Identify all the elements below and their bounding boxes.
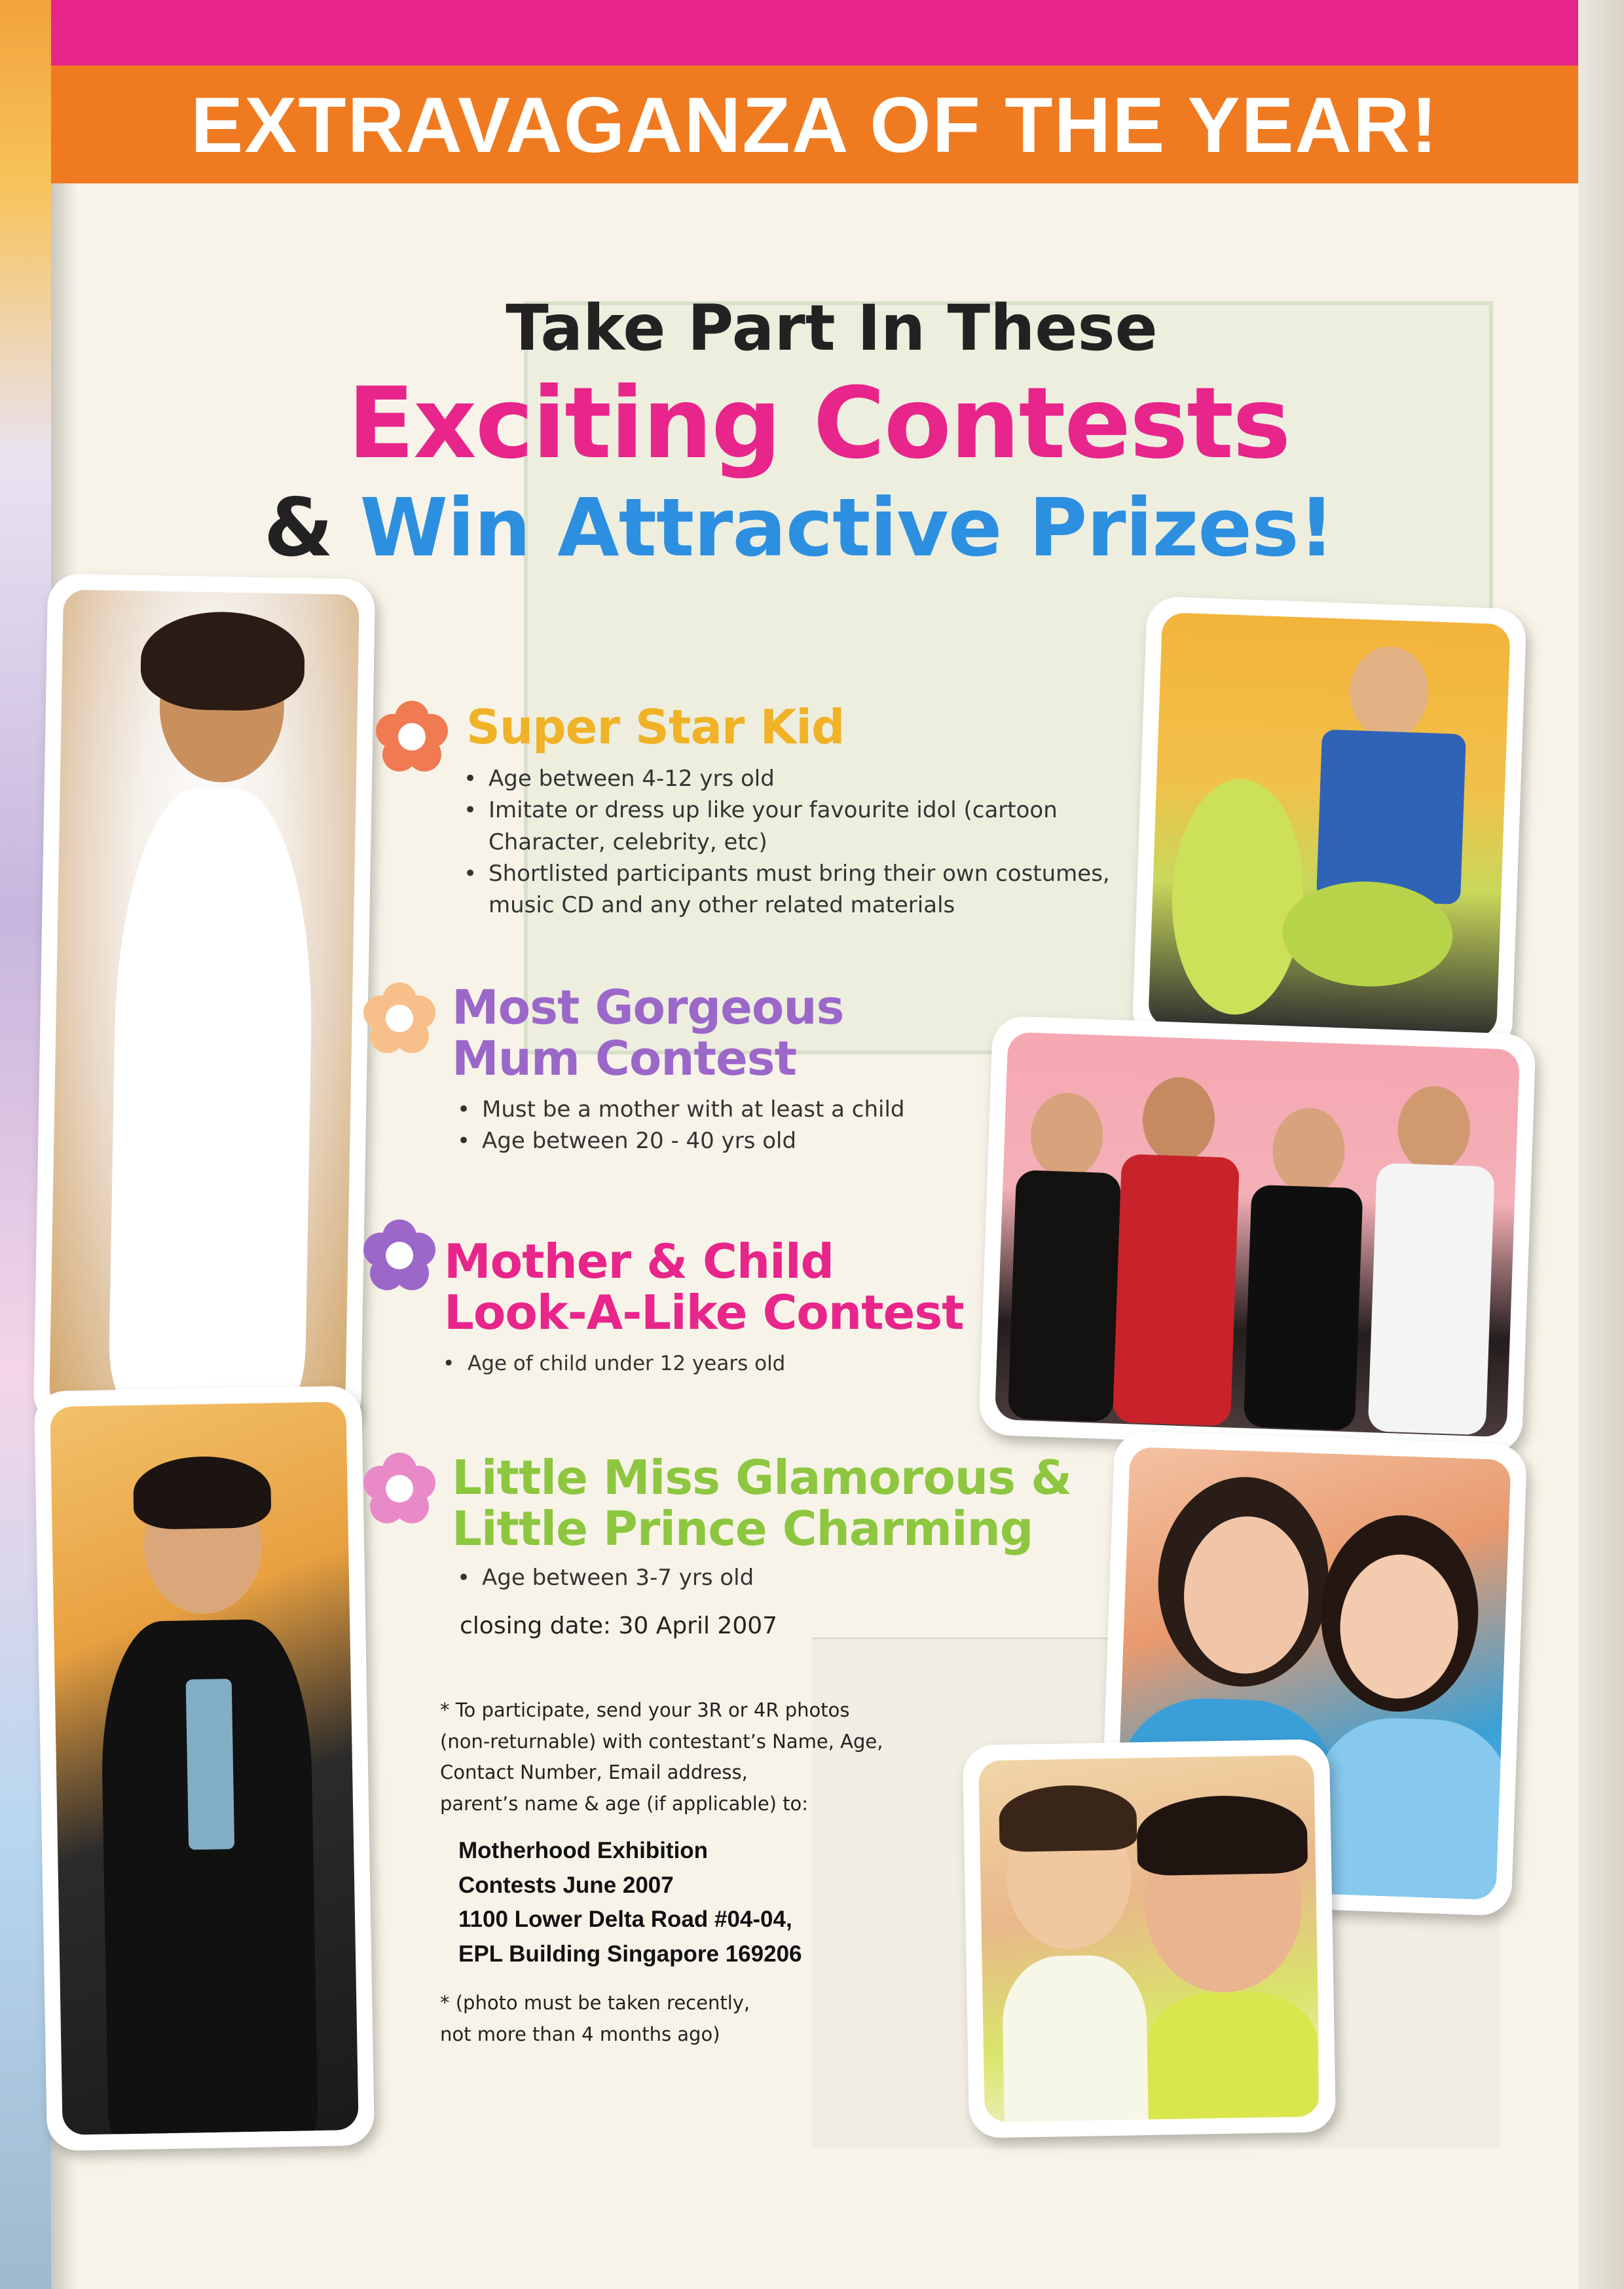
rule-item: • Age between 3-7 yrs old	[452, 1562, 1041, 1593]
photo-girl-princess	[33, 574, 376, 1431]
participation-instructions	[440, 1695, 977, 1819]
photo-mums-contest-winners	[978, 1016, 1536, 1454]
contest-rules-most-gorgeous-mum	[452, 1094, 1041, 1157]
headline-prizes: Win Attractive Prizes!	[360, 481, 1335, 574]
headline-line-1: Take Part In These	[506, 291, 1158, 365]
photo-boy-drummer-image	[1148, 612, 1511, 1038]
contest-title-line: Most Gorgeous	[452, 980, 844, 1035]
contest-title-line: Little Prince Charming	[452, 1500, 1033, 1556]
address-line: Motherhood Exhibition	[458, 1838, 709, 1863]
contest-title-super-star-kid: Super Star Kid	[466, 699, 845, 754]
flower-icon	[376, 701, 448, 773]
flower-icon	[363, 982, 435, 1054]
contest-title-most-gorgeous-mum	[452, 982, 843, 1085]
contest-title-line: Look-A-Like Contest	[444, 1284, 964, 1340]
photo-mother-and-toddler	[963, 1739, 1336, 2138]
rule-item: • Age between 4-12 yrs old	[458, 763, 1126, 794]
headline-ampersand: &	[263, 481, 333, 574]
photo-boy-with-trophy-image	[50, 1402, 358, 2135]
contest-title-line: Little Miss Glamorous &	[452, 1450, 1071, 1505]
note-line: * (photo must be taken recently,	[440, 1992, 750, 2014]
headline-line-3	[0, 481, 1611, 574]
flower-icon	[363, 1219, 435, 1292]
photo-mums-contest-winners-image	[995, 1032, 1520, 1438]
address-line: Contests June 2007	[458, 1872, 674, 1898]
banner-title: EXTRAVAGANZA OF THE YEAR!	[191, 81, 1439, 169]
instruction-line: Contact Number, Email address,	[440, 1761, 748, 1784]
closing-date: closing date: 30 April 2007	[460, 1612, 778, 1639]
flower-icon	[363, 1453, 435, 1525]
contest-rules-little-miss-prince	[452, 1562, 1041, 1593]
rule-item: • Age of child under 12 years old	[437, 1349, 1027, 1378]
instruction-line: (non-returnable) with contestant’s Name, Age,	[440, 1730, 883, 1753]
instruction-line: parent’s name & age (if applicable) to:	[440, 1792, 809, 1815]
instruction-line: * To participate, send your 3R or 4R photos	[440, 1699, 850, 1721]
address-line: EPL Building Singapore 169206	[458, 1941, 802, 1967]
photo-girl-princess-image	[49, 589, 360, 1415]
rule-item: • Imitate or dress up like your favourite idol (cartoon Character, celebrity, etc)	[458, 794, 1126, 858]
rule-item: • Must be a mother with at least a child	[452, 1094, 1041, 1125]
contest-title-line: Mother & Child	[444, 1234, 834, 1289]
photo-note	[440, 1988, 964, 2050]
mailing-address	[458, 1834, 969, 1971]
contest-rules-mother-child-look-a-like	[437, 1349, 1027, 1378]
contest-title-little-miss-prince	[452, 1450, 1071, 1556]
contest-rules-super-star-kid	[458, 763, 1126, 921]
address-line: 1100 Lower Delta Road #04-04,	[458, 1907, 792, 1932]
header-pink-band	[51, 0, 1578, 65]
header-orange-band	[51, 65, 1578, 183]
contest-title-line: Mum Contest	[452, 1030, 797, 1086]
photo-mother-and-toddler-image	[978, 1755, 1320, 2123]
photo-boy-drummer	[1132, 596, 1526, 1054]
rule-item: • Shortlisted participants must bring their own costumes, music CD and any other related materials	[458, 858, 1126, 921]
photo-boy-with-trophy	[34, 1386, 375, 2151]
rule-item: • Age between 20 - 40 yrs old	[452, 1125, 1041, 1157]
contest-title-mother-child-look-a-like	[444, 1234, 964, 1340]
note-line: not more than 4 months ago)	[440, 2022, 720, 2045]
headline-line-2: Exciting Contests	[347, 367, 1290, 481]
